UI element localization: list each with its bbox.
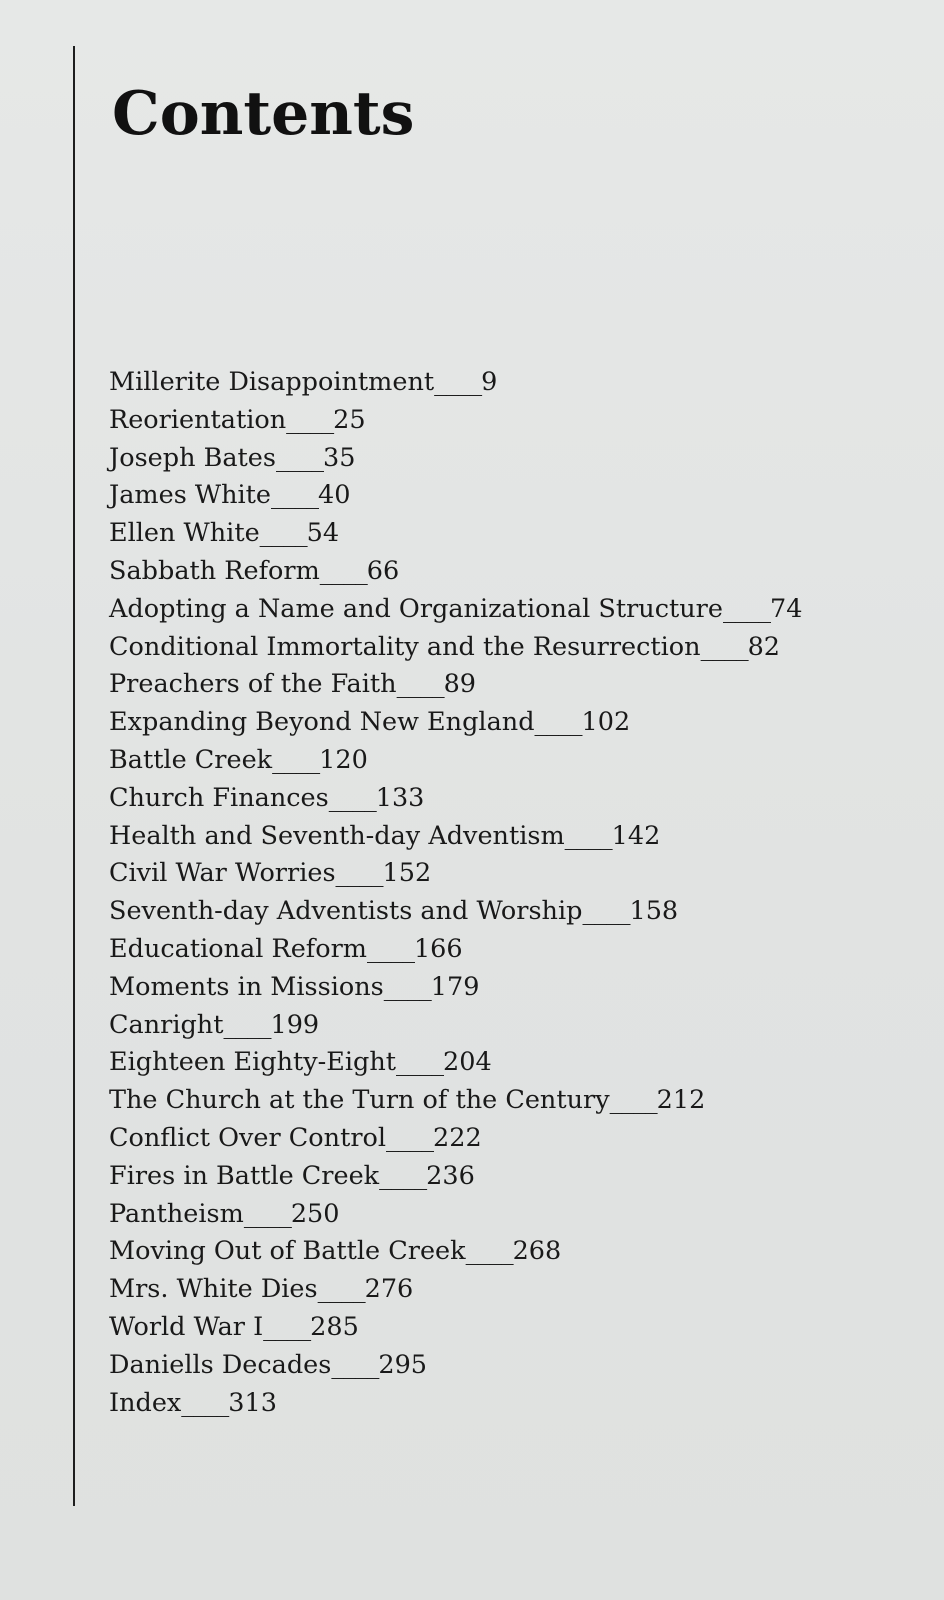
toc-entry — [109, 1385, 909, 1423]
toc-leader: ____ — [379, 1160, 427, 1191]
toc-leader: ____ — [317, 1274, 365, 1305]
toc-entry-title: Adopting a Name and Organizational Structure — [109, 593, 723, 624]
toc-entry-page: 142 — [611, 820, 661, 851]
toc-entry — [109, 1233, 909, 1271]
toc-entry-page: 120 — [319, 744, 368, 775]
toc-entry — [109, 477, 909, 515]
toc-entry — [109, 440, 909, 478]
toc-entry-page: 204 — [443, 1047, 492, 1078]
toc-entry-title: The Church at the Turn of the Century — [109, 1085, 610, 1116]
toc-leader: ____ — [263, 1311, 311, 1342]
toc-entry-page: 285 — [310, 1311, 359, 1342]
toc-leader: ____ — [328, 782, 376, 813]
toc-leader: ____ — [396, 669, 444, 700]
toc-entry-title: Ellen White — [109, 518, 260, 549]
toc-entry-page: 179 — [430, 971, 480, 1002]
toc-leader: ____ — [396, 1047, 444, 1078]
toc-entry — [109, 742, 909, 780]
toc-entry — [109, 855, 909, 893]
toc-entry-page: 89 — [443, 669, 477, 700]
toc-entry — [109, 1120, 909, 1158]
toc-leader: ____ — [609, 1085, 657, 1116]
toc-entry-page: 35 — [322, 442, 356, 473]
toc-leader: ____ — [331, 1349, 379, 1380]
toc-entry-title: Expanding Beyond New England — [109, 707, 535, 738]
toc-entry-page: 199 — [270, 1009, 320, 1040]
toc-entry-page: 152 — [382, 858, 432, 889]
toc-entry-title: Daniells Decades — [109, 1349, 332, 1380]
toc-entry-page: 268 — [512, 1236, 562, 1267]
toc-entry-page: 158 — [629, 896, 679, 927]
toc-entry-page: 276 — [364, 1274, 414, 1305]
toc-leader: ____ — [465, 1236, 513, 1267]
toc-leader: ____ — [366, 933, 414, 964]
toc-leader: ____ — [286, 404, 334, 435]
toc-entry-title: Index — [109, 1387, 182, 1418]
toc-entry-title: James White — [109, 480, 272, 511]
toc-leader: ____ — [386, 1122, 434, 1153]
toc-entry-title: Eighteen Eighty-Eight — [109, 1047, 397, 1078]
toc-entry-page: 74 — [769, 593, 803, 624]
toc-leader: ____ — [275, 442, 323, 473]
toc-entry-title: Reorientation — [109, 404, 287, 435]
toc-entry — [109, 364, 909, 402]
page-title: Contents — [112, 79, 415, 149]
toc-entry-title: Battle Creek — [109, 744, 273, 775]
toc-leader: ____ — [700, 631, 748, 662]
toc-entry-title: World War I — [109, 1311, 264, 1342]
toc-leader: ____ — [722, 593, 770, 624]
toc-entry-title: Millerite Disappointment — [109, 367, 435, 397]
toc-leader: ____ — [582, 896, 630, 927]
toc-leader: ____ — [319, 555, 367, 586]
toc-entry-title: Canright — [109, 1009, 224, 1040]
toc-entry-title: Joseph Bates — [109, 442, 276, 473]
toc-leader: ____ — [335, 858, 383, 889]
toc-entry-page: 212 — [656, 1085, 706, 1116]
toc-entry-title: Church Finances — [109, 782, 329, 813]
toc-entry-title: Pantheism — [109, 1198, 244, 1229]
toc-leader: ____ — [223, 1009, 271, 1040]
toc-leader: ____ — [271, 480, 319, 511]
margin-rule — [73, 46, 75, 1506]
toc-entry-page: 236 — [426, 1160, 475, 1191]
toc-entry-page: 166 — [413, 933, 463, 964]
toc-entry-page: 250 — [290, 1198, 340, 1229]
toc-leader: ____ — [243, 1198, 291, 1229]
toc-entry — [109, 1347, 909, 1385]
toc-entry-page: 54 — [306, 518, 340, 549]
toc-entry-title: Preachers of the Faith — [109, 669, 397, 700]
toc-entry — [109, 1309, 909, 1347]
toc-entry-page: 9 — [481, 367, 498, 397]
toc-entry — [109, 1196, 909, 1234]
toc-entry-title: Conflict Over Control — [109, 1122, 387, 1153]
toc-entry-page: 133 — [375, 782, 425, 813]
toc-entry-page: 40 — [318, 480, 351, 511]
toc-entry-title: Moving Out of Battle Creek — [109, 1236, 466, 1267]
toc-entry-page: 66 — [366, 555, 400, 586]
toc-entry-title: Seventh-day Adventists and Worship — [109, 896, 583, 927]
toc-entry — [109, 780, 909, 818]
toc-leader: ____ — [181, 1387, 229, 1418]
toc-entry — [109, 402, 909, 440]
toc-entry — [109, 591, 909, 629]
toc-entry-page: 295 — [378, 1349, 428, 1380]
toc-leader: ____ — [383, 971, 431, 1002]
toc-entry — [109, 931, 909, 969]
toc-entry-page: 222 — [433, 1122, 482, 1153]
toc-entry — [109, 1007, 909, 1045]
toc-entry — [109, 629, 909, 667]
toc-leader: ____ — [434, 367, 482, 397]
toc-entry — [109, 893, 909, 931]
toc-entry-title: Fires in Battle Creek — [109, 1160, 380, 1191]
toc-entry — [109, 704, 909, 742]
toc-leader: ____ — [564, 820, 612, 851]
toc-entry-title: Sabbath Reform — [109, 555, 320, 586]
toc-entry — [109, 1082, 909, 1120]
toc-entry — [109, 969, 909, 1007]
toc-entry-title: Conditional Immortality and the Resurrection — [109, 631, 701, 662]
toc-entry — [109, 1271, 909, 1309]
toc-entry — [109, 818, 909, 856]
toc-leader: ____ — [272, 744, 320, 775]
toc-leader: ____ — [259, 518, 307, 549]
toc-leader: ____ — [534, 707, 582, 738]
table-of-contents — [109, 364, 909, 1422]
toc-entry-page: 82 — [747, 631, 781, 662]
toc-entry-page: 102 — [581, 707, 631, 738]
toc-entry — [109, 666, 909, 704]
toc-entry — [109, 1158, 909, 1196]
toc-entry-title: Educational Reform — [109, 933, 367, 964]
toc-entry-title: Mrs. White Dies — [109, 1274, 318, 1305]
toc-entry-title: Civil War Worries — [109, 858, 336, 889]
toc-entry — [109, 1044, 909, 1082]
toc-entry-page: 313 — [228, 1387, 277, 1418]
toc-entry-title: Health and Seventh-day Adventism — [109, 820, 565, 851]
toc-entry-title: Moments in Missions — [109, 971, 384, 1002]
toc-entry-page: 25 — [333, 404, 366, 435]
toc-entry — [109, 515, 909, 553]
toc-entry — [109, 553, 909, 591]
